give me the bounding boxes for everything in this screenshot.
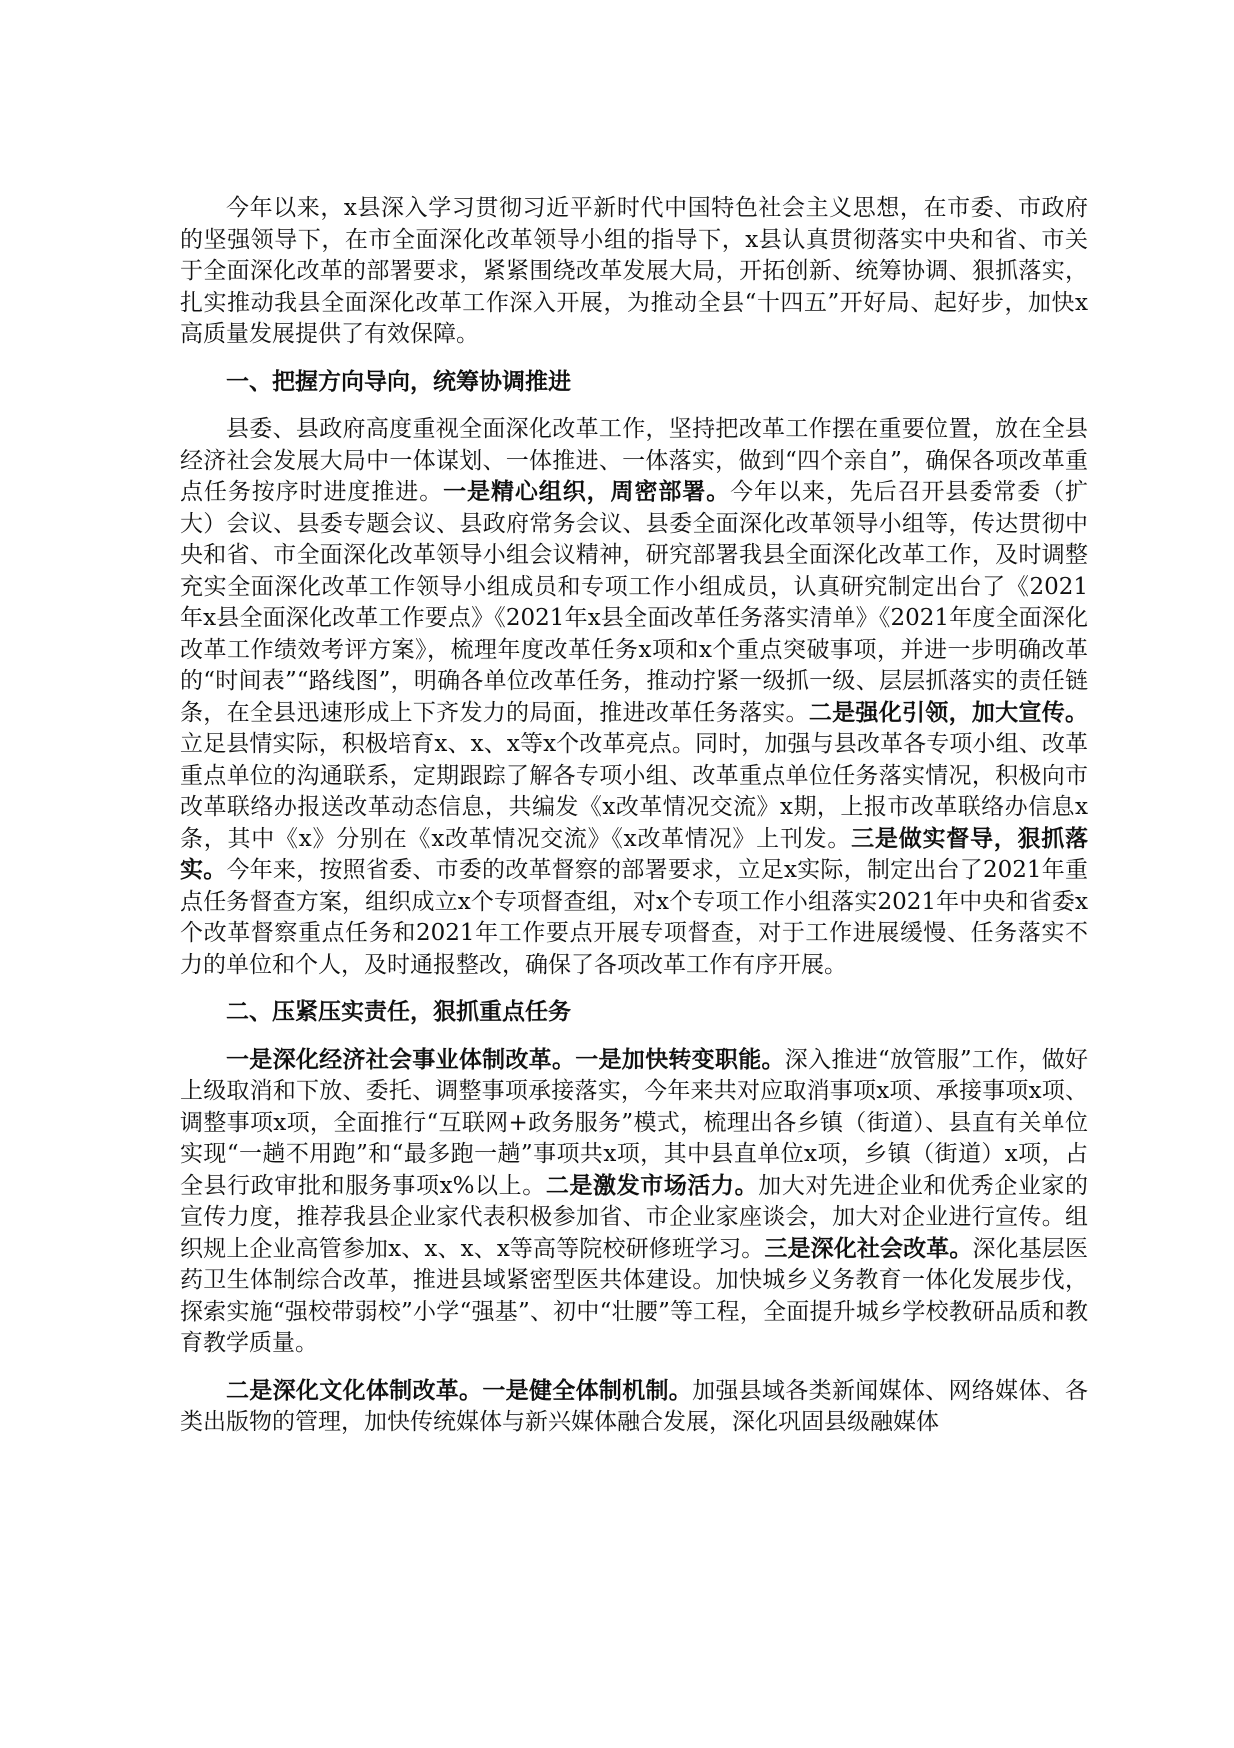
section-1-heading: 一、把握方向导向，统筹协调推进	[226, 368, 571, 395]
section-2-p2-text-a: 加强县域各类新闻媒体、网络媒体、各类出版物的管理，加快传统媒体与新兴媒体融合发展，深化巩固县级融媒体	[180, 1377, 1089, 1435]
section-2-text-c: 加大对先进企业和优秀企业家的宣传力度，推荐我县企业家代表积极参加省、市企业家座谈会，加大对企业进行宣传。组织规上企业高管参加x、x、x、x等高等院校研修班学习。	[180, 1172, 1089, 1262]
section-2-text-d: 深化基层医药卫生体制综合改革，推进县域紧密型医共体建设。加快城乡义务教育一体化发展步伐，探索实施“强校带弱校”小学“强基”、初中“壮腰”等工程，全面提升城乡学校教研品质和教育教学质量。	[180, 1235, 1089, 1356]
section-1-text-d: 立足县情实际，积极培育x、x、x等x个改革亮点。同时，加强与县改革各专项小组、改革重点单位的沟通联系，定期跟踪了解各专项小组、改革重点单位任务落实情况，积极向市改革联络办报送改革动态信息，共编发《x改革情况交流》x期，上报市改革联络办信息x条，其中《x》分别在《x改革情况交流》《x改革情况》上刊发。	[180, 731, 1088, 852]
section-2-text-a: 深入推进“放管服”工作，做好上级取消和下放、委托、调整事项承接落实，今年来共对应取消事项x项、承接事项x项、调整事项x项，全面推行“互联网+政务服务”模式，梳理出各乡镇（街道）、县直有关单位实现“一趟不用跑”和“最多跑一趟”事项共x项，其中县直单位x项，乡镇（街道）x项，占全县行政审批和服务事项x%以上。	[180, 1046, 1088, 1199]
section-1-text-a: 县委、县政府高度重视全面深化改革工作，坚持把改革工作摆在重要位置，放在全县经济社会发展大局中一体谋划、一体推进、一体落实，做到“四个亲自”，确保各项改革重点任务按序时进度推进。	[180, 416, 1088, 505]
section-2-bold-3: 三是深化社会改革。	[764, 1235, 973, 1262]
section-2-bold-1: 一是深化经济社会事业体制改革。一是加快转变职能。	[226, 1046, 785, 1073]
section-2-p2-bold-1: 二是深化文化体制改革。一是健全体制机制。	[226, 1377, 693, 1404]
document-body	[180, 193, 1088, 1455]
intro-text: 今年以来，x县深入学习贯彻习近平新时代中国特色社会主义思想，在市委、市政府的坚强领导下，在市全面深化改革领导小组的指导下，x县认真贯彻落实中央和省、市关于全面深化改革的部署要求，紧紧围绕改革发展大局，开拓创新、统筹协调、狠抓落实，扎实推动我县全面深化改革工作深入开展，为推动全县“十四五”开好局、起好步，加快x高质量发展提供了有效保障。	[180, 195, 1088, 347]
section-1-paragraph	[180, 414, 1088, 981]
section-1-bold-1: 一是精心组织，周密部署。	[443, 479, 731, 505]
section-1-bold-2: 二是强化引领，加大宣传。	[808, 699, 1089, 726]
section-2-paragraph-1	[180, 1045, 1088, 1360]
section-1-text-c: 今年以来，先后召开县委常委（扩大）会议、县委专题会议、县政府常务会议、县委全面深化改革领导小组等，传达贯彻中央和省、市全面深化改革领导小组会议精神，研究部署我县全面深化改革工作，及时调整充实全面深化改革工作领导小组成员和专项工作小组成员，认真研究制定出台了《2021年x县全面深化改革工作要点》《2021年x县全面改革任务落实清单》《2021年度全面深化改革工作绩效考评方案》，梳理年度改革任务x项和x个重点突破事项，并进一步明确改革的“时间表”“路线图”，明确各单位改革任务，推动拧紧一级抓一级、层层抓落实的责任链条，在全县迅速形成上下齐发力的局面，推进改革任务落实。	[180, 479, 1089, 726]
section-1-text-e: 今年来，按照省委、市委的改革督察的部署要求，立足x实际，制定出台了2021年重点任务督查方案，组织成立x个专项督查组，对x个专项工作小组落实2021年中央和省委x个改革督察重点任务和2021年工作要点开展专项督查，对于工作进展缓慢、任务落实不力的单位和个人，及时通报整改，确保了各项改革工作有序开展。	[180, 857, 1088, 978]
section-2-bold-2: 二是激发市场活力。	[545, 1172, 759, 1199]
section-2-paragraph-2	[180, 1376, 1088, 1439]
section-1-bold-3: 三是做实督导，狠抓落实。	[180, 825, 1088, 883]
intro-paragraph	[180, 193, 1088, 351]
section-2-heading: 二、压紧压实责任，狠抓重点任务	[226, 999, 571, 1025]
